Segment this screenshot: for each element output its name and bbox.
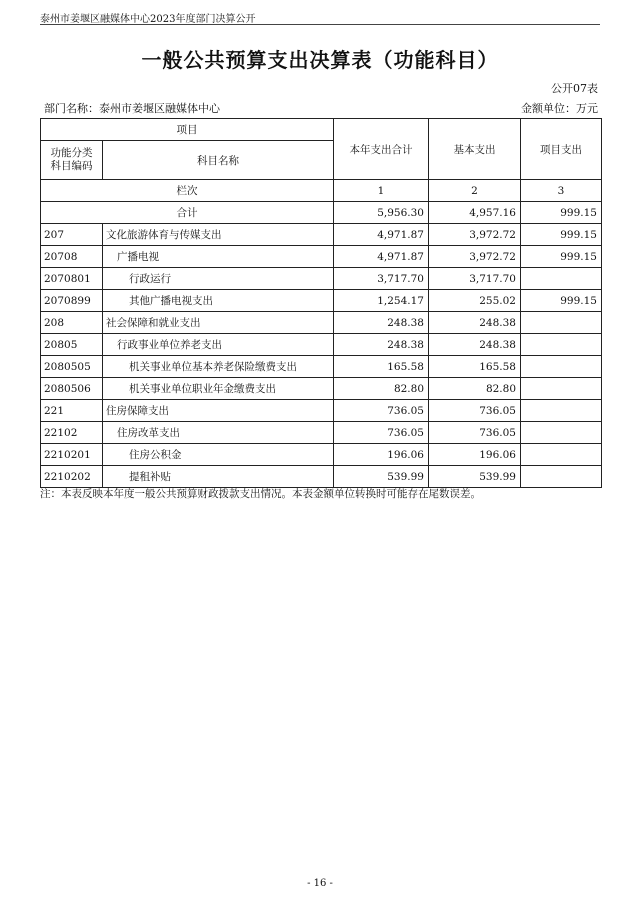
table-number: 公开07表 xyxy=(551,82,598,95)
table-row xyxy=(41,290,602,312)
row-basic: 255.02 xyxy=(429,290,521,312)
row-name: 社会保障和就业支出 xyxy=(103,312,334,334)
row-code: 207 xyxy=(41,224,103,246)
row-name: 机关事业单位职业年金缴费支出 xyxy=(103,378,334,400)
row-name: 机关事业单位基本养老保险缴费支出 xyxy=(103,356,334,378)
row-code: 2210201 xyxy=(41,444,103,466)
row-project: 999.15 xyxy=(521,246,602,268)
table-note: 注：本表反映本年度一般公共预算财政拨款支出情况。本表金额单位转换时可能存在尾数误差。 xyxy=(40,488,481,500)
table-row xyxy=(41,334,602,356)
header-name: 科目名称 xyxy=(103,141,334,180)
header-code: 功能分类科目编码 xyxy=(41,141,103,180)
row-code: 2210202 xyxy=(41,466,103,488)
table-row xyxy=(41,466,602,488)
table-row xyxy=(41,378,602,400)
sum-basic: 4,957.16 xyxy=(429,202,521,224)
row-total: 82.80 xyxy=(334,378,429,400)
row-code: 208 xyxy=(41,312,103,334)
row-code: 2070899 xyxy=(41,290,103,312)
row-code: 2080505 xyxy=(41,356,103,378)
sum-total: 5,956.30 xyxy=(334,202,429,224)
row-basic: 3,972.72 xyxy=(429,224,521,246)
row-code: 20805 xyxy=(41,334,103,356)
header-project: 项目支出 xyxy=(521,119,602,180)
row-name: 文化旅游体育与传媒支出 xyxy=(103,224,334,246)
row-basic: 248.38 xyxy=(429,334,521,356)
table-row xyxy=(41,356,602,378)
row-basic: 736.05 xyxy=(429,400,521,422)
row-project: 999.15 xyxy=(521,290,602,312)
row-project xyxy=(521,466,602,488)
row-name: 行政事业单位养老支出 xyxy=(103,334,334,356)
row-project: 999.15 xyxy=(521,224,602,246)
row-code: 2080506 xyxy=(41,378,103,400)
row-project xyxy=(521,378,602,400)
row-code: 22102 xyxy=(41,422,103,444)
row-project xyxy=(521,422,602,444)
row-total: 248.38 xyxy=(334,334,429,356)
row-name: 住房改革支出 xyxy=(103,422,334,444)
table-row xyxy=(41,246,602,268)
row-basic: 196.06 xyxy=(429,444,521,466)
table-row xyxy=(41,312,602,334)
row-total: 196.06 xyxy=(334,444,429,466)
seq-3: 3 xyxy=(521,180,602,202)
seq-label: 栏次 xyxy=(41,180,334,202)
row-name: 广播电视 xyxy=(103,246,334,268)
row-basic: 82.80 xyxy=(429,378,521,400)
sum-label: 合计 xyxy=(41,202,334,224)
row-name: 住房保障支出 xyxy=(103,400,334,422)
seq-1: 1 xyxy=(334,180,429,202)
row-total: 1,254.17 xyxy=(334,290,429,312)
row-project xyxy=(521,400,602,422)
row-basic: 736.05 xyxy=(429,422,521,444)
header-rule xyxy=(40,24,600,25)
page-title: 一般公共预算支出决算表（功能科目） xyxy=(141,48,499,72)
header-basic: 基本支出 xyxy=(429,119,521,180)
row-name: 住房公积金 xyxy=(103,444,334,466)
row-project xyxy=(521,312,602,334)
header-total: 本年支出合计 xyxy=(334,119,429,180)
row-project xyxy=(521,334,602,356)
row-total: 165.58 xyxy=(334,356,429,378)
sum-project: 999.15 xyxy=(521,202,602,224)
page-number: - 16 - xyxy=(307,878,333,889)
expenditure-table xyxy=(40,118,602,488)
row-basic: 3,717.70 xyxy=(429,268,521,290)
row-project xyxy=(521,356,602,378)
table-row xyxy=(41,444,602,466)
row-total: 248.38 xyxy=(334,312,429,334)
row-name: 行政运行 xyxy=(103,268,334,290)
row-total: 736.05 xyxy=(334,422,429,444)
row-basic: 539.99 xyxy=(429,466,521,488)
row-code: 221 xyxy=(41,400,103,422)
table-row xyxy=(41,422,602,444)
row-total: 4,971.87 xyxy=(334,224,429,246)
row-basic: 3,972.72 xyxy=(429,246,521,268)
row-basic: 248.38 xyxy=(429,312,521,334)
table-row xyxy=(41,268,602,290)
row-total: 4,971.87 xyxy=(334,246,429,268)
row-basic: 165.58 xyxy=(429,356,521,378)
page-header: 泰州市姜堰区融媒体中心2023年度部门决算公开 xyxy=(40,14,256,25)
row-project xyxy=(521,444,602,466)
row-total: 539.99 xyxy=(334,466,429,488)
row-name: 提租补贴 xyxy=(103,466,334,488)
row-total: 736.05 xyxy=(334,400,429,422)
row-code: 20708 xyxy=(41,246,103,268)
row-total: 3,717.70 xyxy=(334,268,429,290)
department-name: 部门名称：泰州市姜堰区融媒体中心 xyxy=(44,102,220,115)
amount-unit: 金额单位：万元 xyxy=(521,102,598,115)
table-row xyxy=(41,400,602,422)
seq-2: 2 xyxy=(429,180,521,202)
row-name: 其他广播电视支出 xyxy=(103,290,334,312)
row-project xyxy=(521,268,602,290)
header-item: 项目 xyxy=(41,119,334,141)
table-row xyxy=(41,224,602,246)
row-code: 2070801 xyxy=(41,268,103,290)
